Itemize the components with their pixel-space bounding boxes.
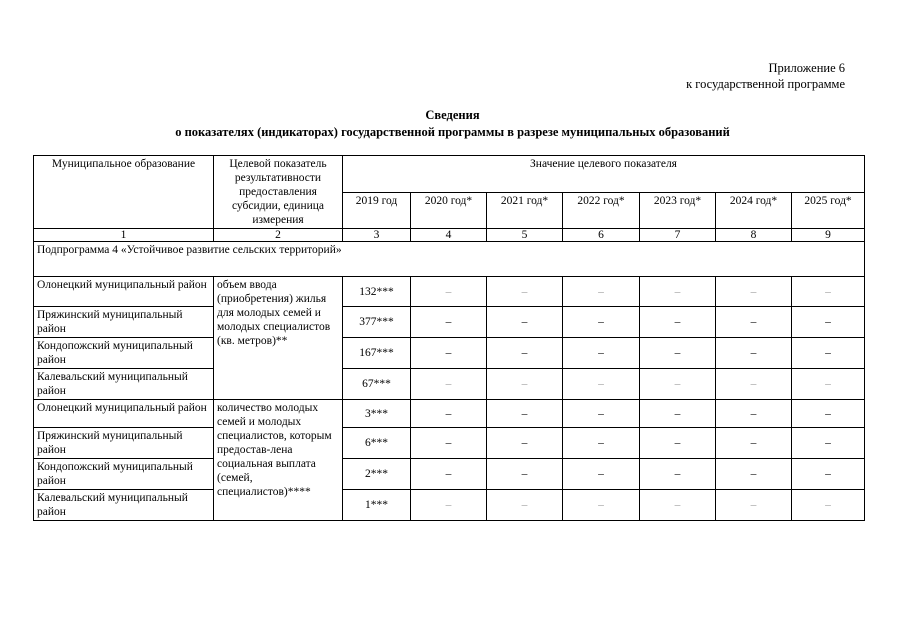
- value-dash: –: [411, 428, 487, 459]
- value-dash: –: [716, 338, 792, 369]
- column-number: 9: [792, 229, 865, 242]
- value-dash: –: [487, 400, 563, 428]
- header-value-group: Значение целевого показателя: [343, 156, 865, 193]
- indicator-cell: количество молодых семей и молодых специалистов, которым предостав-лена социальная выплата (семей, специалистов)****: [214, 400, 343, 521]
- table-row: [34, 338, 865, 369]
- header-year: 2022 год*: [563, 192, 640, 229]
- indicators-table: [33, 155, 865, 521]
- value-2019: 377***: [343, 307, 411, 338]
- municipality-cell: Кондопожский муниципальный район: [34, 459, 214, 490]
- value-dash: –: [563, 400, 640, 428]
- table-row: [34, 459, 865, 490]
- value-dash: –: [563, 428, 640, 459]
- municipality-cell: Кондопожский муниципальный район: [34, 338, 214, 369]
- value-dash: –: [487, 338, 563, 369]
- value-dash: –: [716, 459, 792, 490]
- value-dash: –: [716, 400, 792, 428]
- value-2019: 132***: [343, 277, 411, 307]
- value-dash: –: [487, 428, 563, 459]
- value-2019: 1***: [343, 490, 411, 521]
- value-dash: –: [411, 338, 487, 369]
- value-dash: –: [487, 369, 563, 400]
- value-dash: –: [792, 338, 865, 369]
- value-dash: –: [716, 307, 792, 338]
- value-dash: –: [640, 277, 716, 307]
- value-dash: –: [411, 490, 487, 521]
- column-number: 6: [563, 229, 640, 242]
- header-year: 2020 год*: [411, 192, 487, 229]
- header-municipality: Муниципальное образование: [34, 156, 214, 229]
- value-dash: –: [792, 490, 865, 521]
- municipality-cell: Пряжинский муниципальный район: [34, 307, 214, 338]
- value-dash: –: [792, 428, 865, 459]
- value-2019: 2***: [343, 459, 411, 490]
- header-year: 2024 год*: [716, 192, 792, 229]
- appendix-caption: [686, 60, 845, 92]
- header-year: 2023 год*: [640, 192, 716, 229]
- value-dash: –: [640, 459, 716, 490]
- value-dash: –: [792, 307, 865, 338]
- value-dash: –: [487, 459, 563, 490]
- value-dash: –: [716, 369, 792, 400]
- value-dash: –: [792, 277, 865, 307]
- value-dash: –: [411, 369, 487, 400]
- value-dash: –: [563, 369, 640, 400]
- value-dash: –: [792, 400, 865, 428]
- value-dash: –: [716, 277, 792, 307]
- value-dash: –: [716, 428, 792, 459]
- value-dash: –: [716, 490, 792, 521]
- municipality-cell: Пряжинский муниципальный район: [34, 428, 214, 459]
- header-year: 2019 год: [343, 192, 411, 229]
- value-2019: 3***: [343, 400, 411, 428]
- value-2019: 6***: [343, 428, 411, 459]
- header-year: 2025 год*: [792, 192, 865, 229]
- title-line-2: о показателях (индикаторах) государственной программы в разрезе муниципальных образований: [175, 125, 730, 139]
- value-2019: 67***: [343, 369, 411, 400]
- value-dash: –: [411, 307, 487, 338]
- header-year: 2021 год*: [487, 192, 563, 229]
- appendix-number: Приложение 6: [768, 61, 845, 75]
- value-dash: –: [640, 307, 716, 338]
- indicator-cell: объем ввода (приобретения) жилья для молодых семей и молодых специалистов (кв. метров)**: [214, 277, 343, 400]
- value-dash: –: [640, 369, 716, 400]
- subprogram-row: [34, 242, 865, 277]
- value-dash: –: [640, 338, 716, 369]
- value-dash: –: [411, 400, 487, 428]
- value-dash: –: [640, 490, 716, 521]
- column-number: 7: [640, 229, 716, 242]
- value-dash: –: [640, 400, 716, 428]
- table-row: [34, 400, 865, 428]
- subprogram-title: Подпрограмма 4 «Устойчивое развитие сельских территорий»: [34, 242, 865, 277]
- value-dash: –: [563, 490, 640, 521]
- table-row: [34, 277, 865, 307]
- column-number: 8: [716, 229, 792, 242]
- table-row: [34, 369, 865, 400]
- value-dash: –: [792, 459, 865, 490]
- column-number: 1: [34, 229, 214, 242]
- value-dash: –: [563, 307, 640, 338]
- column-number-row: [34, 229, 865, 242]
- column-number: 2: [214, 229, 343, 242]
- value-dash: –: [411, 459, 487, 490]
- column-number: 3: [343, 229, 411, 242]
- value-dash: –: [640, 428, 716, 459]
- column-number: 5: [487, 229, 563, 242]
- value-dash: –: [487, 307, 563, 338]
- value-dash: –: [792, 369, 865, 400]
- municipality-cell: Калевальский муниципальный район: [34, 490, 214, 521]
- value-dash: –: [563, 277, 640, 307]
- value-dash: –: [563, 459, 640, 490]
- municipality-cell: Олонецкий муниципальный район: [34, 400, 214, 428]
- value-dash: –: [411, 277, 487, 307]
- table-row: [34, 428, 865, 459]
- header-row-1: [34, 156, 865, 193]
- value-2019: 167***: [343, 338, 411, 369]
- title-line-1: Сведения: [425, 108, 480, 122]
- header-indicator: Целевой показатель результативности предоставления субсидии, единица измерения: [214, 156, 343, 229]
- municipality-cell: Калевальский муниципальный район: [34, 369, 214, 400]
- column-number: 4: [411, 229, 487, 242]
- table-row: [34, 490, 865, 521]
- document-title: [0, 107, 905, 141]
- value-dash: –: [487, 490, 563, 521]
- value-dash: –: [563, 338, 640, 369]
- table-row: [34, 307, 865, 338]
- value-dash: –: [487, 277, 563, 307]
- municipality-cell: Олонецкий муниципальный район: [34, 277, 214, 307]
- appendix-subtitle: к государственной программе: [686, 77, 845, 91]
